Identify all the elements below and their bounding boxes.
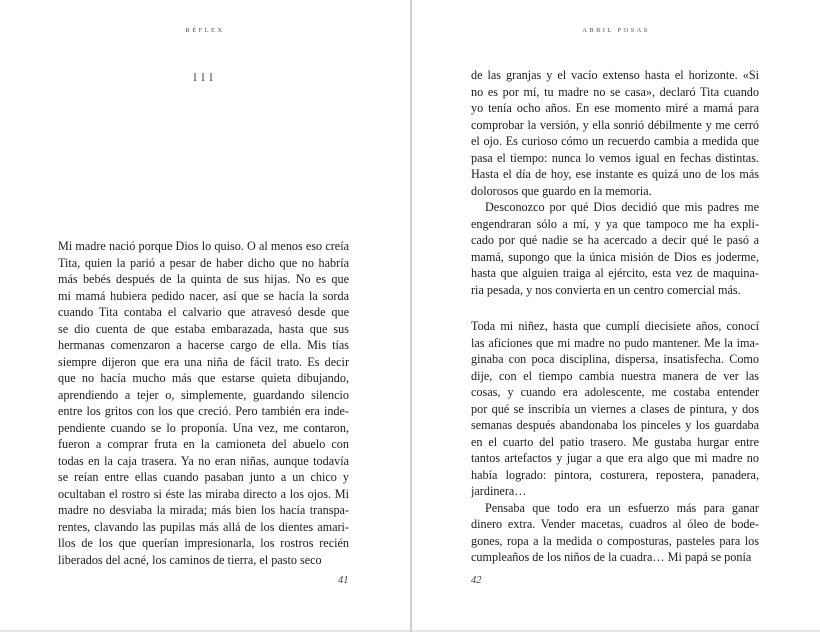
text-line: hermanas comenzaron a hacerse cargo de ella. Mis tías [58, 338, 349, 352]
page-number-right: 42 [471, 575, 482, 586]
text-line: todas en la caja trasera. Ya no eran niñas, aunque todavía [58, 453, 349, 468]
text-line: comprobar la versión, y ella sonrió débilmente y me cerró [471, 117, 759, 132]
text-line: Toda mi niñez, hasta que cumplí diecisiete años, conocí [471, 319, 759, 333]
page-number-left: 41 [338, 575, 349, 586]
text-line: dinero extra. Vender macetas, cuadros al óleo de bode- [471, 517, 759, 531]
text-line: de las granjas y el vacío extenso hasta el horizonte. «Si [471, 68, 759, 82]
text-line: no es por mí, tu madre no se casa», declaró Tita cuando [471, 84, 759, 99]
text-line: Pensaba que todo era un esfuerzo más para ganar [485, 500, 759, 515]
text-line: jardinera… [471, 484, 527, 498]
right-body-text-bottom [471, 318, 759, 566]
text-line: engendraran sólo a mí, y ya que tampoco me ha expli- [471, 216, 759, 231]
text-line: se dio cuenta de que estaba embarazada, hasta que sus [58, 321, 349, 336]
text-line: las aficiones que mi madre no pudo mantener. Me la ima- [471, 335, 759, 350]
text-line: cosas, y cuando era adolescente, me costaba entender [471, 385, 759, 399]
text-line: por qué se inscribía un viernes a clases de pintura, y dos [471, 401, 759, 416]
text-line: yo tenía ocho años. En ese momento miré a mamá para [471, 101, 759, 115]
chapter-number: III [193, 70, 217, 84]
text-line: pendiente cuando se lo proponía. Una vez, me contaron, [58, 420, 349, 435]
text-line: hasta que alguien traiga al ejército, esta vez de maquina- [471, 266, 759, 280]
text-line: aprendiendo a tejer o, simplemente, guardando silencio [58, 387, 349, 402]
text-line: llos de los que querían impresionarla, los rostros recién [58, 536, 349, 550]
text-line: había logrado: pintora, costurera, repostera, panadera, [471, 467, 759, 482]
text-line: gones, ropa a la medida o composturas, pasteles para los [471, 533, 759, 548]
text-line: madre no desviaba la mirada; más bien los hacía transpa- [58, 503, 349, 517]
text-line: el ojo. Es curioso cómo un recuerdo cambia a medida que [471, 134, 759, 148]
text-line: liberados del acné, los caminos de tierra, el pasto seco [58, 552, 322, 567]
text-line: mamá, supongo que la única misión de Dios es joderme, [471, 249, 759, 264]
text-line: entre los gritos con los que creció. Pero también era inde- [58, 404, 349, 418]
text-line: Desconozco por qué Dios decidió que mis padres me [485, 200, 759, 214]
text-line: cumpleaños de los niños de la cuadra… Mi papá se ponía [471, 550, 752, 564]
text-line: siempre dijeron que era una niña de fácil trato. Es decir [58, 354, 349, 369]
left-page [0, 0, 410, 630]
running-header-left: RÉFLEX [185, 27, 225, 34]
text-line: ocultaban el rostro si éste las miraba directo a los ojos. Mi [58, 486, 349, 501]
text-line: pasa el tiempo: nunca lo vemos igual en fechas distintas. [471, 150, 759, 165]
text-line: semanas después abandonaba los pinceles y los guardaba [471, 418, 759, 432]
right-body-text-top [471, 67, 759, 298]
text-line: Tita, quien la parió a pesar de haber dicho que no habría [58, 255, 349, 270]
text-line: cuando Tita contaba el calvario que atravesó desde que [58, 305, 349, 319]
text-line: fueron a comprar fruta en la camioneta del abuelo con [58, 437, 349, 451]
text-line: que no hacía mucho más que estarse quieta dibujando, [58, 371, 349, 385]
text-line: mi mamá hubiera pedido nacer, así que se hacía la sorda [58, 288, 349, 303]
text-line: rentes, clavando las pupilas más allá de los dientes amari- [58, 519, 349, 534]
text-line: Mi madre nació porque Dios lo quiso. O al menos eso creía [58, 239, 349, 253]
text-line: más bebés después de la quinta de sus hijas. No es que [58, 272, 349, 286]
text-line: ria pesada, y nos convierta en un centro comercial más. [471, 282, 741, 297]
text-line: tantos artefactos y jugar a que era algo que mi madre no [471, 451, 759, 465]
running-header-right: ABRIL POSAS [582, 27, 650, 34]
text-line: se reían entre ellas cuando pasaban junto a un chico y [58, 470, 349, 484]
text-line: cado por qué nadie se ha acercado a decir qué le pasó a [471, 233, 759, 247]
text-line: dolorosos que guardo en la memoria. [471, 183, 652, 198]
text-line: Hasta el día de hoy, ese instante es quizá uno de los más [471, 167, 759, 181]
text-line: ginaba con poca disciplina, dispersa, insatisfecha. Como [471, 352, 759, 366]
text-line: dije, con el tiempo cambia nuestra manera de ver las [471, 368, 759, 383]
left-body-text [58, 238, 349, 568]
text-line: en el cuarto del patio trasero. Me gustaba hurgar entre [471, 434, 759, 449]
right-page [412, 0, 820, 630]
